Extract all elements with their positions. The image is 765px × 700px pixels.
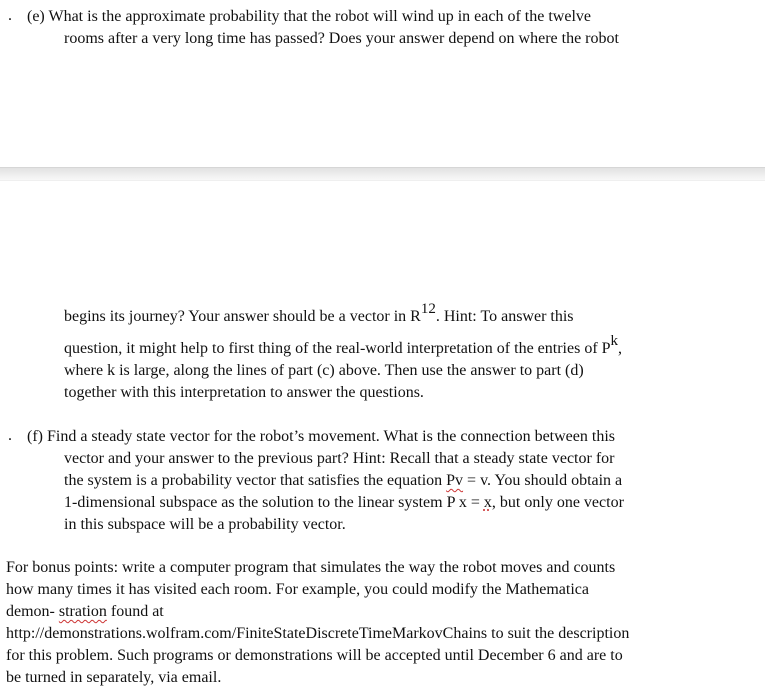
part-f-line-5: in this subspace will be a probability vector. <box>64 516 346 533</box>
bonus-line-2: how many times it has visited each room. For example, you could modify the Mathematica <box>6 581 589 598</box>
part-e-line-2: rooms after a very long time has passed? Does your answer depend on where the robot <box>64 30 619 47</box>
part-e-line-6: together with this interpretation to answer the questions. <box>64 384 424 401</box>
equation-pv: Pv <box>446 472 464 489</box>
exponent-k: k <box>610 332 619 349</box>
part-e-line-4 <box>64 332 623 359</box>
part-e-line-5: where k is large, along the lines of part (c) above. Then use the answer to part (d) <box>64 362 584 379</box>
part-f-marker: . <box>8 427 12 444</box>
exponent-12: 12 <box>420 300 436 317</box>
part-e-line-3-tail: . Hint: To answer this <box>435 308 574 325</box>
part-f-line-4-text: 1-dimensional subspace as the solution to the linear system P x = <box>64 494 484 511</box>
word-stration: stration <box>58 603 107 620</box>
bonus-line-5: for this problem. Such programs or demonstrations will be accepted until December 6 and are to <box>6 647 623 664</box>
part-e-line-1: (e) What is the approximate probability that the robot will wind up in each of the twelve <box>27 8 591 25</box>
bonus-line-3-text: demon- <box>6 603 59 620</box>
bonus-line-1: For bonus points: write a computer program that simulates the way the robot moves and counts <box>6 559 616 576</box>
part-e-marker: . <box>8 7 12 24</box>
bonus-line-3 <box>6 602 164 622</box>
part-f-line-3 <box>64 471 622 491</box>
bonus-line-4: http://demonstrations.wolfram.com/FiniteStateDiscreteTimeMarkovChains to suit the description <box>6 625 630 642</box>
bonus-line-3-tail: found at <box>106 603 164 620</box>
part-f-line-1: (f) Find a steady state vector for the robot’s movement. What is the connection between this <box>27 428 615 445</box>
part-e-line-3-text: begins its journey? Your answer should be a vector in R <box>64 308 421 325</box>
bonus-line-6: be turned in separately, via email. <box>6 669 222 686</box>
part-e-line-4-tail: , <box>618 340 623 357</box>
part-e-line-3 <box>64 300 574 327</box>
vector-x: x <box>483 494 492 511</box>
part-f-line-4-tail: , but only one vector <box>491 494 624 511</box>
part-f-line-3-text: the system is a probability vector that satisfies the equation <box>64 472 447 489</box>
part-f-line-2: vector and your answer to the previous part? Hint: Recall that a steady state vector for <box>64 450 615 467</box>
page-break-separator <box>0 167 765 181</box>
part-e-line-4-text: question, it might help to first thing of the real-world interpretation of the entries of P <box>64 340 611 357</box>
part-f-line-4 <box>64 493 624 513</box>
part-f-line-3-tail: = v. You should obtain a <box>463 472 623 489</box>
